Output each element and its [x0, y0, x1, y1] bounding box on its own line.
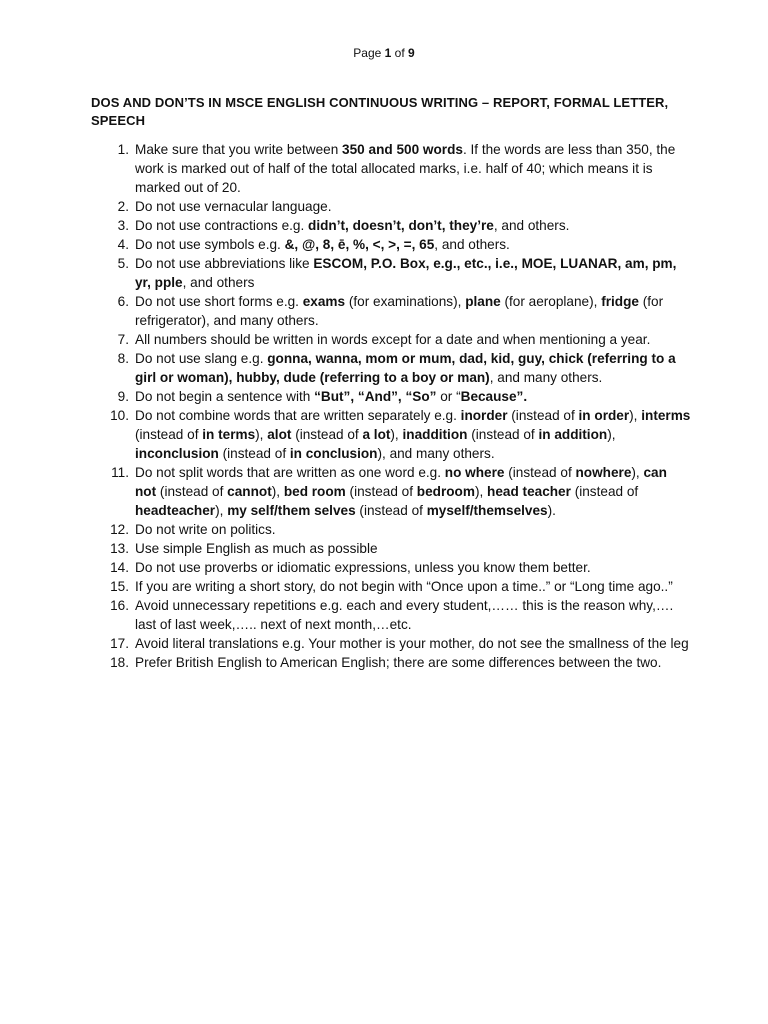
rule-number: 12.: [110, 522, 129, 537]
rule-number: 8.: [117, 351, 129, 366]
rule-text: [135, 332, 650, 347]
rule-segment: If you are writing a short story, do not begin with “Once upon a time..” or “Long time ago..”: [135, 579, 673, 594]
rule-emphasis: bed room: [283, 484, 346, 499]
rule-number: 17.: [110, 636, 129, 651]
rule-emphasis: my self/them selves: [227, 503, 356, 518]
page-current: 1: [384, 46, 392, 60]
rule-segment: Make sure that you write between: [135, 142, 343, 157]
rule-emphasis: &, @, 8, ē, %, <, >, =, 65: [284, 237, 435, 252]
rule-emphasis: in order: [578, 408, 630, 423]
rule-text: [135, 237, 510, 252]
rule-item: [91, 653, 691, 672]
rule-segment: Prefer British English to American English; there are some differences between the two.: [135, 655, 662, 670]
rule-segment: , and others: [182, 275, 255, 290]
rule-text: [135, 294, 663, 328]
rule-segment: All numbers should be written in words except for a date and when mentioning a year.: [135, 332, 651, 347]
rule-emphasis: Because”.: [460, 389, 528, 404]
rule-number: 1.: [117, 142, 129, 157]
rule-number: 11.: [111, 465, 129, 480]
rule-number: 10.: [110, 408, 129, 423]
rule-number: 6.: [117, 294, 129, 309]
rule-emphasis: nowhere: [575, 465, 632, 480]
rule-emphasis: headteacher: [135, 503, 216, 518]
rule-emphasis: inorder: [460, 408, 508, 423]
rule-emphasis: bedroom: [416, 484, 475, 499]
rule-segment: or “: [436, 389, 461, 404]
rule-segment: Do not use symbols e.g.: [135, 237, 285, 252]
rule-segment: Avoid unnecessary repetitions e.g. each and every student,…… this is the reason why,…. last of last week,….. next of next month,…etc.: [135, 598, 674, 632]
rule-number: 3.: [117, 218, 129, 233]
rule-segment: Do not use proverbs or idiomatic expressions, unless you know them better.: [135, 560, 591, 575]
rule-segment: (instead of: [345, 484, 417, 499]
rule-segment: Do not use abbreviations like: [135, 256, 314, 271]
rule-emphasis: a lot: [362, 427, 391, 442]
rule-segment: Do not use slang e.g.: [135, 351, 268, 366]
rule-segment: ),: [631, 465, 644, 480]
rule-segment: Do not begin a sentence with: [135, 389, 315, 404]
rule-number: 9.: [117, 389, 129, 404]
rule-segment: (instead of: [570, 484, 639, 499]
rule-segment: ),: [629, 408, 642, 423]
rule-segment: Do not use short forms e.g.: [135, 294, 303, 309]
rule-segment: (instead of: [355, 503, 427, 518]
rule-number: 4.: [117, 237, 129, 252]
rule-emphasis: cannot: [227, 484, 272, 499]
rule-segment: ).: [547, 503, 556, 518]
rule-item: [91, 634, 691, 653]
rule-emphasis: myself/themselves: [426, 503, 548, 518]
rule-number: 18.: [110, 655, 129, 670]
rule-segment: (instead of: [135, 427, 203, 442]
page-number: [0, 46, 768, 60]
rule-number: 15.: [110, 579, 129, 594]
rule-text: [135, 560, 591, 575]
rule-item: [91, 539, 691, 558]
page-label: Page: [353, 46, 385, 60]
rule-number: 5.: [117, 256, 129, 271]
rule-segment: (instead of: [504, 465, 576, 480]
rule-number: 7.: [117, 332, 129, 347]
rule-emphasis: plane: [465, 294, 501, 309]
rule-segment: (for examinations),: [345, 294, 466, 309]
page-separator: of: [391, 46, 409, 60]
rule-segment: ),: [255, 427, 268, 442]
rule-item: [91, 406, 691, 463]
rule-segment: , and many others.: [489, 370, 603, 385]
rules-list: [91, 140, 691, 672]
rule-segment: ),: [607, 427, 616, 442]
rule-segment: Do not combine words that are written separately e.g.: [135, 408, 461, 423]
rule-item: [91, 254, 691, 292]
rule-emphasis: “But”, “And”, “So”: [314, 389, 437, 404]
rule-item: [91, 520, 691, 539]
rule-emphasis: 350 and 500 words: [342, 142, 463, 157]
rule-emphasis: alot: [267, 427, 292, 442]
rule-item: [91, 235, 691, 254]
rule-text: [135, 218, 569, 233]
rule-text: [135, 579, 673, 594]
rule-text: [135, 256, 676, 290]
rule-segment: Do not use vernacular language.: [135, 199, 332, 214]
rule-emphasis: head teacher: [487, 484, 571, 499]
rule-emphasis: interms: [641, 408, 691, 423]
rule-text: [135, 142, 675, 195]
rule-segment: . If the words are less than 350, the work is marked out of half of the total allocated marks, i.e. half of 40; which means it is marked out of 20.: [135, 142, 676, 195]
rule-emphasis: ESCOM, P.O. Box, e.g., etc., i.e., MOE, LUANAR, am, pm, yr, pple: [135, 256, 677, 290]
rule-segment: (for refrigerator), and many others.: [135, 294, 664, 328]
document-title: DOS AND DON’TS IN MSCE ENGLISH CONTINUOUS WRITING – REPORT, FORMAL LETTER, SPEECH: [91, 95, 669, 128]
rule-segment: ), and many others.: [377, 446, 495, 461]
rule-segment: (instead of: [291, 427, 363, 442]
rule-emphasis: in addition: [538, 427, 608, 442]
rule-emphasis: didn’t, doesn’t, don’t, they’re: [308, 218, 494, 233]
rule-text: [135, 636, 689, 651]
rule-text: [135, 408, 690, 461]
rule-text: [135, 655, 661, 670]
rule-text: [135, 598, 673, 632]
rule-item: [91, 463, 691, 520]
rule-emphasis: in terms: [202, 427, 256, 442]
rule-emphasis: inaddition: [402, 427, 468, 442]
rule-item: [91, 292, 691, 330]
rule-segment: , and others.: [434, 237, 510, 252]
page-total: 9: [408, 46, 415, 60]
rule-segment: Do not split words that are written as one word e.g.: [135, 465, 445, 480]
rule-number: 14.: [110, 560, 129, 575]
rule-number: 2.: [117, 199, 129, 214]
rule-segment: (instead of: [507, 408, 579, 423]
rule-item: [91, 349, 691, 387]
rule-segment: ),: [271, 484, 284, 499]
rule-number: 13.: [110, 541, 129, 556]
rule-item: [91, 558, 691, 577]
rule-emphasis: can not: [135, 465, 667, 499]
rule-segment: (instead of: [156, 484, 228, 499]
rule-text: [135, 351, 676, 385]
rule-item: [91, 216, 691, 235]
rule-text: [135, 389, 527, 404]
rule-text: [135, 199, 332, 214]
rule-segment: Use simple English as much as possible: [135, 541, 378, 556]
rule-segment: ),: [390, 427, 403, 442]
rule-segment: Do not write on politics.: [135, 522, 276, 537]
rule-emphasis: inconclusion: [135, 446, 219, 461]
rule-text: [135, 541, 378, 556]
rule-emphasis: fridge: [601, 294, 639, 309]
rule-item: [91, 197, 691, 216]
rule-text: [135, 465, 667, 518]
rule-emphasis: in conclusion: [289, 446, 378, 461]
rule-emphasis: exams: [302, 294, 346, 309]
rule-segment: , and others.: [493, 218, 570, 233]
rule-segment: Avoid literal translations e.g. Your mother is your mother, do not see the smallness of the leg: [135, 636, 689, 651]
rule-segment: (for aeroplane),: [500, 294, 602, 309]
rule-emphasis: gonna, wanna, mom or mum, dad, kid, guy, chick (referring to a girl or woman), hubby, dude (referring to a boy or man): [135, 351, 676, 385]
rule-item: [91, 387, 691, 406]
rule-text: [135, 522, 276, 537]
rule-item: [91, 140, 691, 197]
rule-segment: Do not use contractions e.g.: [135, 218, 309, 233]
rule-item: [91, 330, 691, 349]
rule-emphasis: no where: [444, 465, 505, 480]
rule-segment: (instead of: [467, 427, 539, 442]
rule-number: 16.: [110, 598, 129, 613]
rule-item: [91, 596, 691, 634]
rule-segment: (instead of: [218, 446, 290, 461]
rule-segment: ),: [215, 503, 228, 518]
rule-item: [91, 577, 691, 596]
rule-segment: ),: [474, 484, 488, 499]
